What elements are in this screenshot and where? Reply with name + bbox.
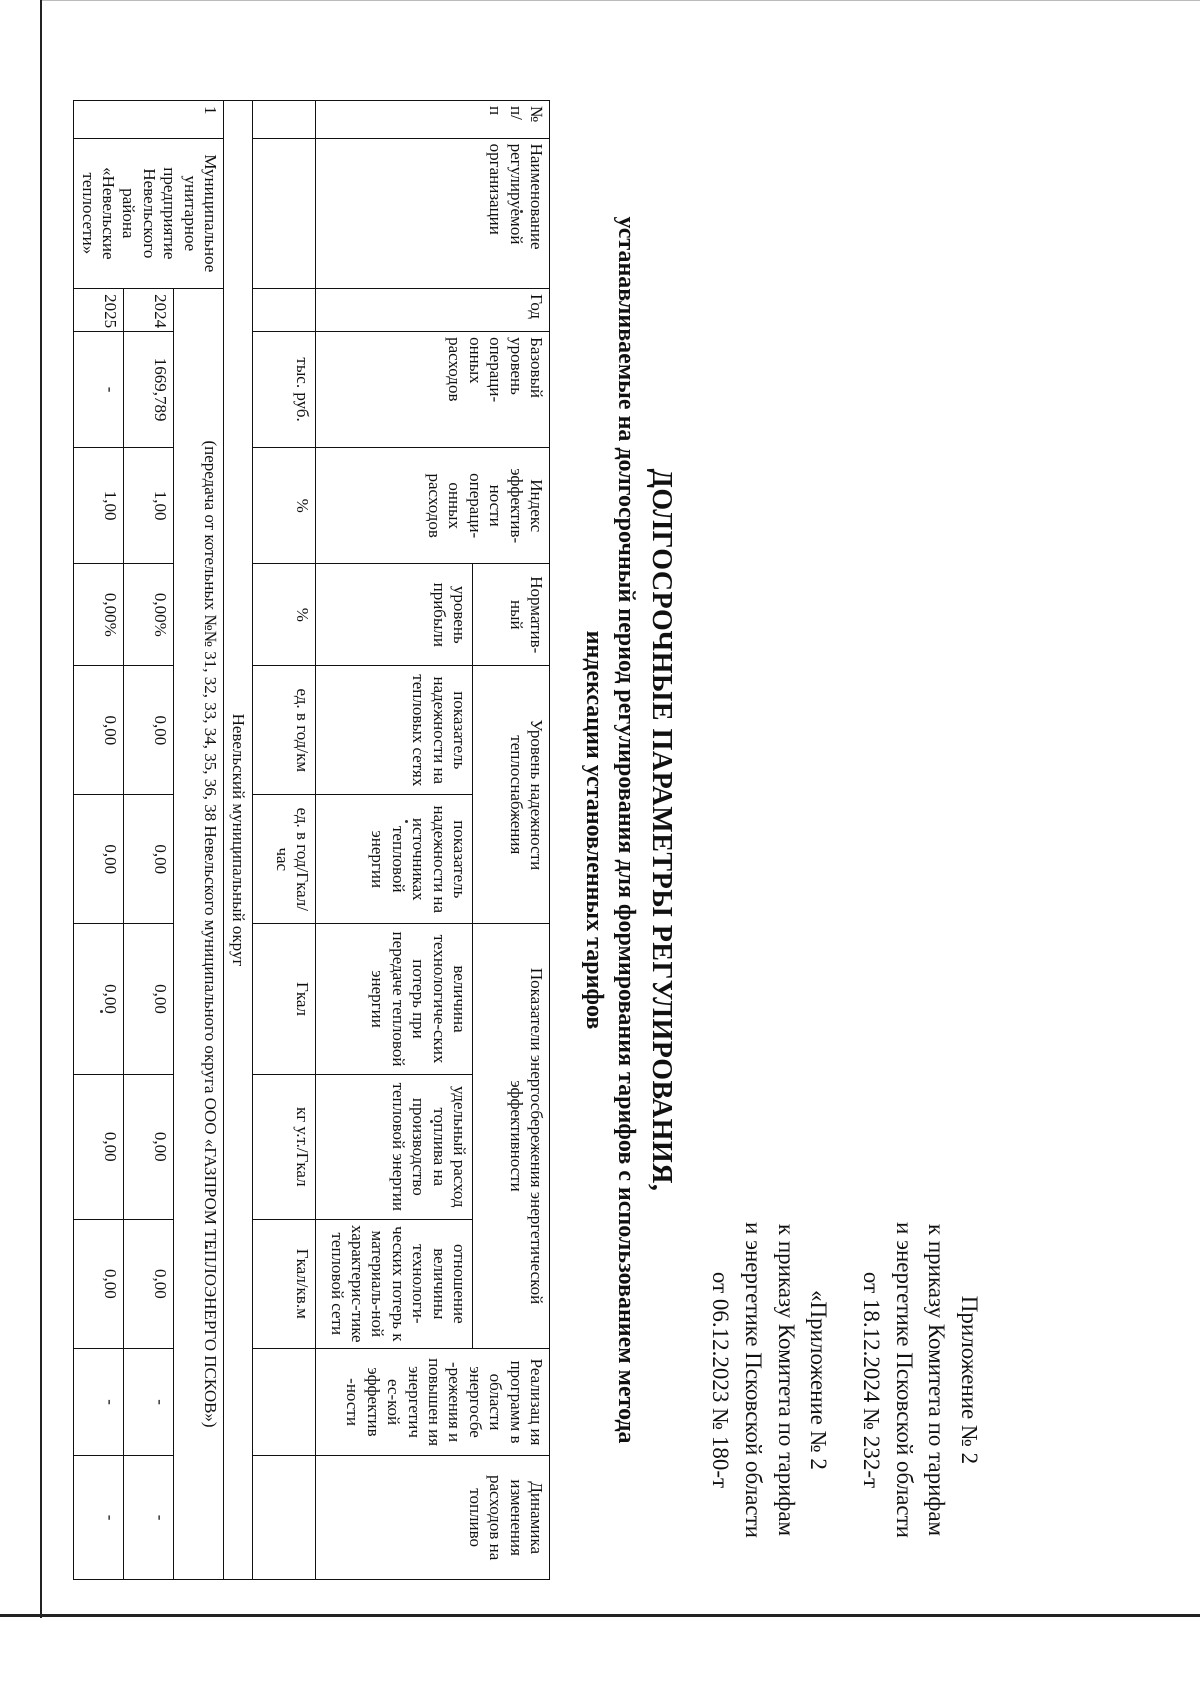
header-normative-group: Норматив-ный	[473, 564, 550, 666]
unit-energy-ratio: Гкал/кв.м	[253, 1219, 316, 1348]
unit-cell-empty	[253, 1348, 316, 1455]
row-note: (передача от котельных №№ 31, 32, 33, 34, 35, 36, 38 Невельского муниципального округа ООО «ГАЗПРОМ ТЕПЛОЭНЕРГО ПСКОВ»)	[174, 289, 224, 1580]
cell-reliability-sources: 0,00	[124, 795, 174, 924]
cell-reliability-networks: 0,00	[124, 666, 174, 795]
unit-cell-empty	[253, 1456, 316, 1580]
document-title	[577, 50, 680, 1610]
header-org: Наименование регулируемой организации	[316, 138, 550, 288]
row-num: 1	[74, 101, 224, 139]
header-line: к приказу Комитета по тарифам	[924, 1223, 950, 1537]
table-row	[74, 101, 124, 1580]
unit-cell-empty	[253, 101, 316, 139]
cell-reliability-networks: 0,00	[74, 666, 124, 795]
header-num: № п/ п	[316, 101, 550, 139]
cell-energy-fuel: 0,00	[74, 1074, 124, 1219]
cell-energy-losses: 0,00	[74, 924, 124, 1074]
unit-cell-empty	[253, 289, 316, 332]
rotated-page	[20, 50, 1110, 1610]
title-line: индексации установленных тарифов	[580, 630, 607, 1030]
header-reliability-networks: показатель надежности на тепловых сетях	[316, 666, 473, 795]
header-energy-group: Показатели энергосбережения энергетической эффективности	[473, 924, 550, 1349]
header-efficiency-index: Индекс эффектив-ности операци-онных расходов	[316, 448, 550, 564]
header-line: и энергетике Псковской области	[891, 1222, 917, 1538]
header-reliability-group: Уровень надежности теплоснабжения	[473, 666, 550, 924]
cell-fuel-dynamics: -	[124, 1456, 174, 1580]
cell-fuel-dynamics: -	[74, 1456, 124, 1580]
unit-efficiency-index: %	[253, 448, 316, 564]
header-normative-profit: уровень прибыли	[316, 564, 473, 666]
header-energy-losses: величина технологиче-ских потерь при передаче тепловой энергии	[316, 924, 473, 1074]
table-row	[124, 101, 174, 1580]
header-reliability-sources: показатель надежности на источниках тепловой энергии	[316, 795, 473, 924]
header-line: от 06.12.2023 № 180-т	[708, 1271, 734, 1489]
unit-base-level: тыс. руб.	[253, 332, 316, 448]
header-programs: Реализац ия программ в области энергосбе -режения и повышен ия энергетич ес-кой эффектив -ности	[316, 1348, 550, 1455]
page-edge-bottom	[0, 1614, 1200, 1617]
cell-normative-profit: 0,00%	[74, 564, 124, 666]
page-edge-top	[40, 0, 1200, 1]
cell-year: 2025	[74, 289, 124, 332]
cell-normative-profit: 0,00%	[124, 564, 174, 666]
title-main: ДОЛГОСРОЧНЫЕ ПАРАМЕТРЫ РЕГУЛИРОВАНИЯ,	[646, 468, 677, 1192]
cell-energy-ratio: 0,00	[74, 1219, 124, 1348]
cell-year: 2024	[124, 289, 174, 332]
unit-cell-empty	[253, 138, 316, 288]
header-energy-fuel: удельный расход топлива на производство тепловой энергии	[316, 1074, 473, 1219]
header-line: «Приложение № 2	[806, 1290, 832, 1470]
cell-efficiency-index: 1,00	[124, 448, 174, 564]
cell-efficiency-index: 1,00	[74, 448, 124, 564]
unit-normative-profit: %	[253, 564, 316, 666]
cell-base-level: 1669,789	[124, 332, 174, 448]
cell-energy-ratio: 0,00	[124, 1219, 174, 1348]
header-base-level: Базовый уровень операци-онных расходов	[316, 332, 550, 448]
parameters-table	[73, 100, 550, 1580]
cell-base-level: -	[74, 332, 124, 448]
cell-energy-losses: 0,00	[124, 924, 174, 1074]
unit-energy-losses: Гкал	[253, 924, 316, 1074]
header-line: от 18.12.2024 № 232-т	[859, 1271, 885, 1489]
header-line: к приказу Комитета по тарифам	[773, 1223, 799, 1537]
header-energy-ratio: отношение величины технологи-ческих потерь к материаль-ной характерис-тике тепловой сети	[316, 1219, 473, 1348]
title-line: устанавливаемые на долгосрочный период регулирования для формирования тарифов с использованием метода	[613, 216, 640, 1444]
unit-reliability-sources: ед. в год/Гкал/ час	[253, 795, 316, 924]
header-year: Год	[316, 289, 550, 332]
cell-programs: -	[124, 1348, 174, 1455]
header-block	[704, 1150, 985, 1610]
header-fuel-dynamics: Динамика изменения расходов на топливо	[316, 1456, 550, 1580]
section-title: Невельский муниципальный округ	[224, 101, 253, 1580]
row-org: Муниципальное унитарное предприятие Невельского района «Невельские теплосети»	[74, 138, 224, 288]
cell-reliability-sources: 0,00	[74, 795, 124, 924]
cell-energy-fuel: 0,00	[124, 1074, 174, 1219]
unit-energy-fuel: кг у.т./Гкал	[253, 1074, 316, 1219]
cell-programs: -	[74, 1348, 124, 1455]
header-line: Приложение № 2	[957, 1295, 982, 1465]
header-line: и энергетике Псковской области	[741, 1222, 767, 1538]
unit-reliability-networks: ед. в год/км	[253, 666, 316, 795]
